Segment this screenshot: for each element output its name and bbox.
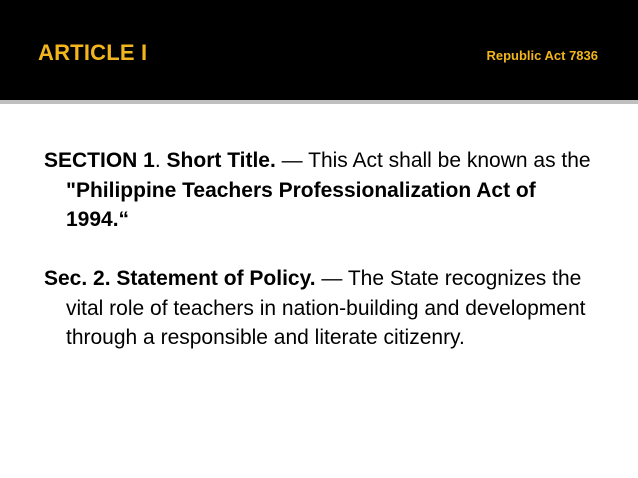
section-1-dash: — — [275, 149, 309, 172]
slide-body — [44, 146, 604, 353]
header-divider — [0, 100, 638, 104]
section-2-label: Sec. 2. — [44, 267, 111, 290]
section-1-separator: . — [154, 149, 167, 172]
paragraph-spacer — [44, 235, 604, 265]
slide-subtitle: Republic Act 7836 — [486, 48, 598, 63]
section-1-act-name: "Philippine Teachers Professionalization Act of 1994.“ — [66, 178, 536, 231]
section-1-paragraph — [44, 146, 604, 235]
section-2-text: The State recognizes the vital role of teachers in nation-building and development through a responsible and literate citizenry. — [66, 267, 586, 349]
section-1-text: This Act shall be known as the — [308, 149, 591, 172]
section-2-heading: Statement of Policy. — [110, 267, 316, 290]
section-2-dash: — — [315, 267, 348, 290]
slide-title: ARTICLE I — [38, 40, 148, 65]
section-1-heading: Short Title. — [166, 149, 276, 172]
header-bar — [0, 0, 638, 100]
section-1-label: SECTION 1 — [44, 149, 155, 172]
section-2-paragraph — [44, 264, 604, 353]
